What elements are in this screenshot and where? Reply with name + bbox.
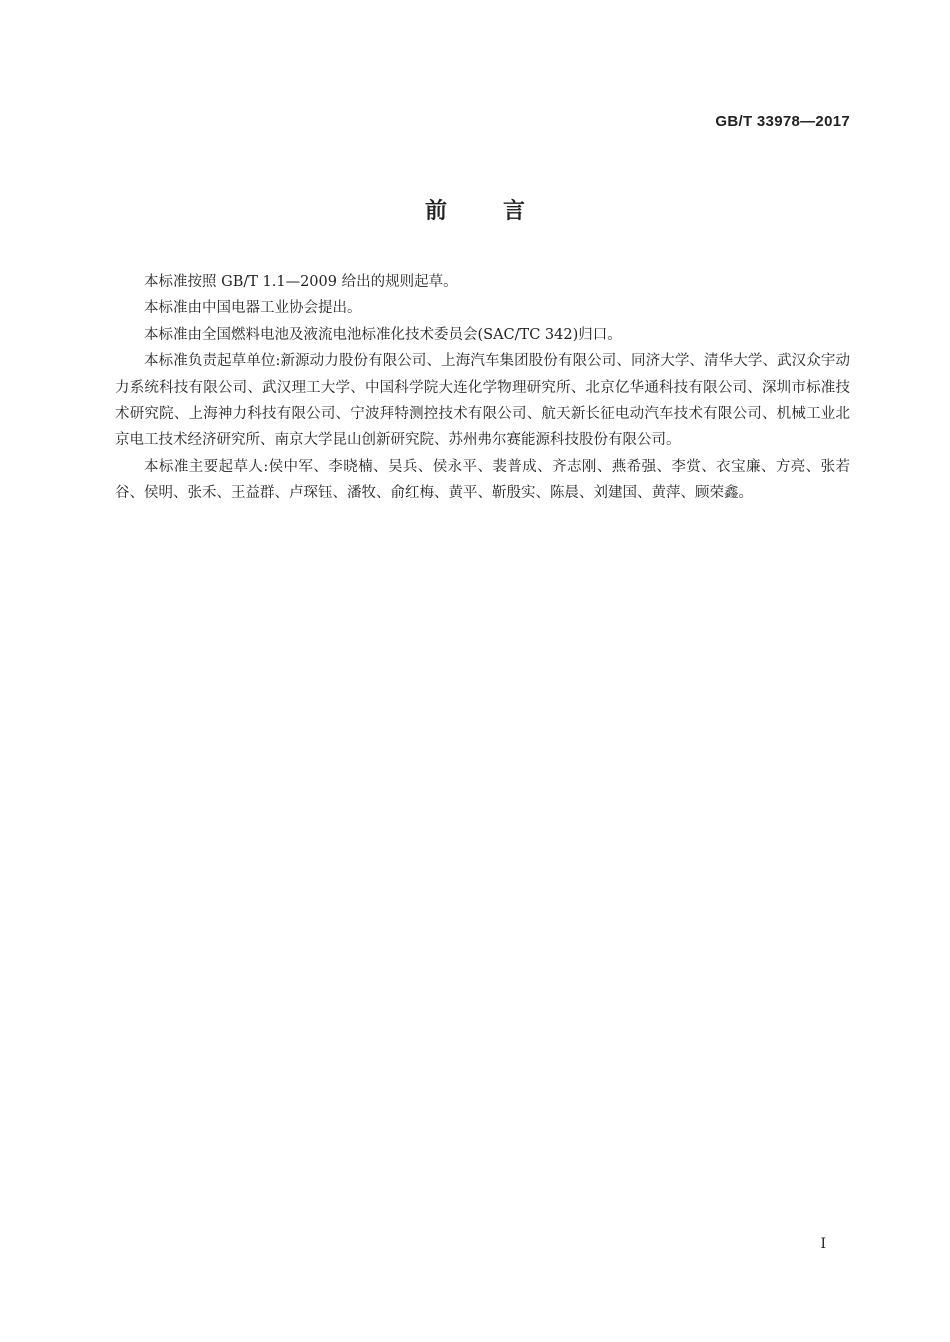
page-title: 前言: [424, 199, 581, 224]
page-number: I: [820, 1236, 826, 1252]
paragraph-proposer: 本标准由中国电器工业协会提出。: [144, 300, 362, 317]
standard-code: GB/T 33978—2017: [715, 113, 850, 130]
paragraph-drafting-rules: 本标准按照 GB/T 1.1—2009 给出的规则起草。: [144, 274, 458, 290]
foreword-body: [115, 269, 850, 507]
paragraph-drafting-units: 本标准负责起草单位:新源动力股份有限公司、上海汽车集团股份有限公司、同济大学、清华大学、武汉众宇动力系统科技有限公司、武汉理工大学、中国科学院大连化学物理研究所、北京亿华通科技有限公司、深圳市标准技术研究院、上海神力科技有限公司、宁波拜特测控技术有限公司、航天新长征电动汽车技术有限公司、机械工业北京电工技术经济研究所、南京大学昆山创新研究院、苏州弗尔赛能源科技股份有限公司。: [115, 353, 850, 449]
paragraph-drafters: 本标准主要起草人:侯中军、李晓楠、吴兵、侯永平、裴普成、齐志刚、燕希强、李赏、衣宝廉、方亮、张若谷、侯明、张禾、王益群、卢琛钰、潘牧、俞红梅、黄平、靳殷实、陈晨、刘建国、黄萍、顾荣鑫。: [115, 458, 850, 502]
paragraph-committee: 本标准由全国燃料电池及液流电池标准化技术委员会(SAC/TC 342)归口。: [144, 326, 622, 343]
